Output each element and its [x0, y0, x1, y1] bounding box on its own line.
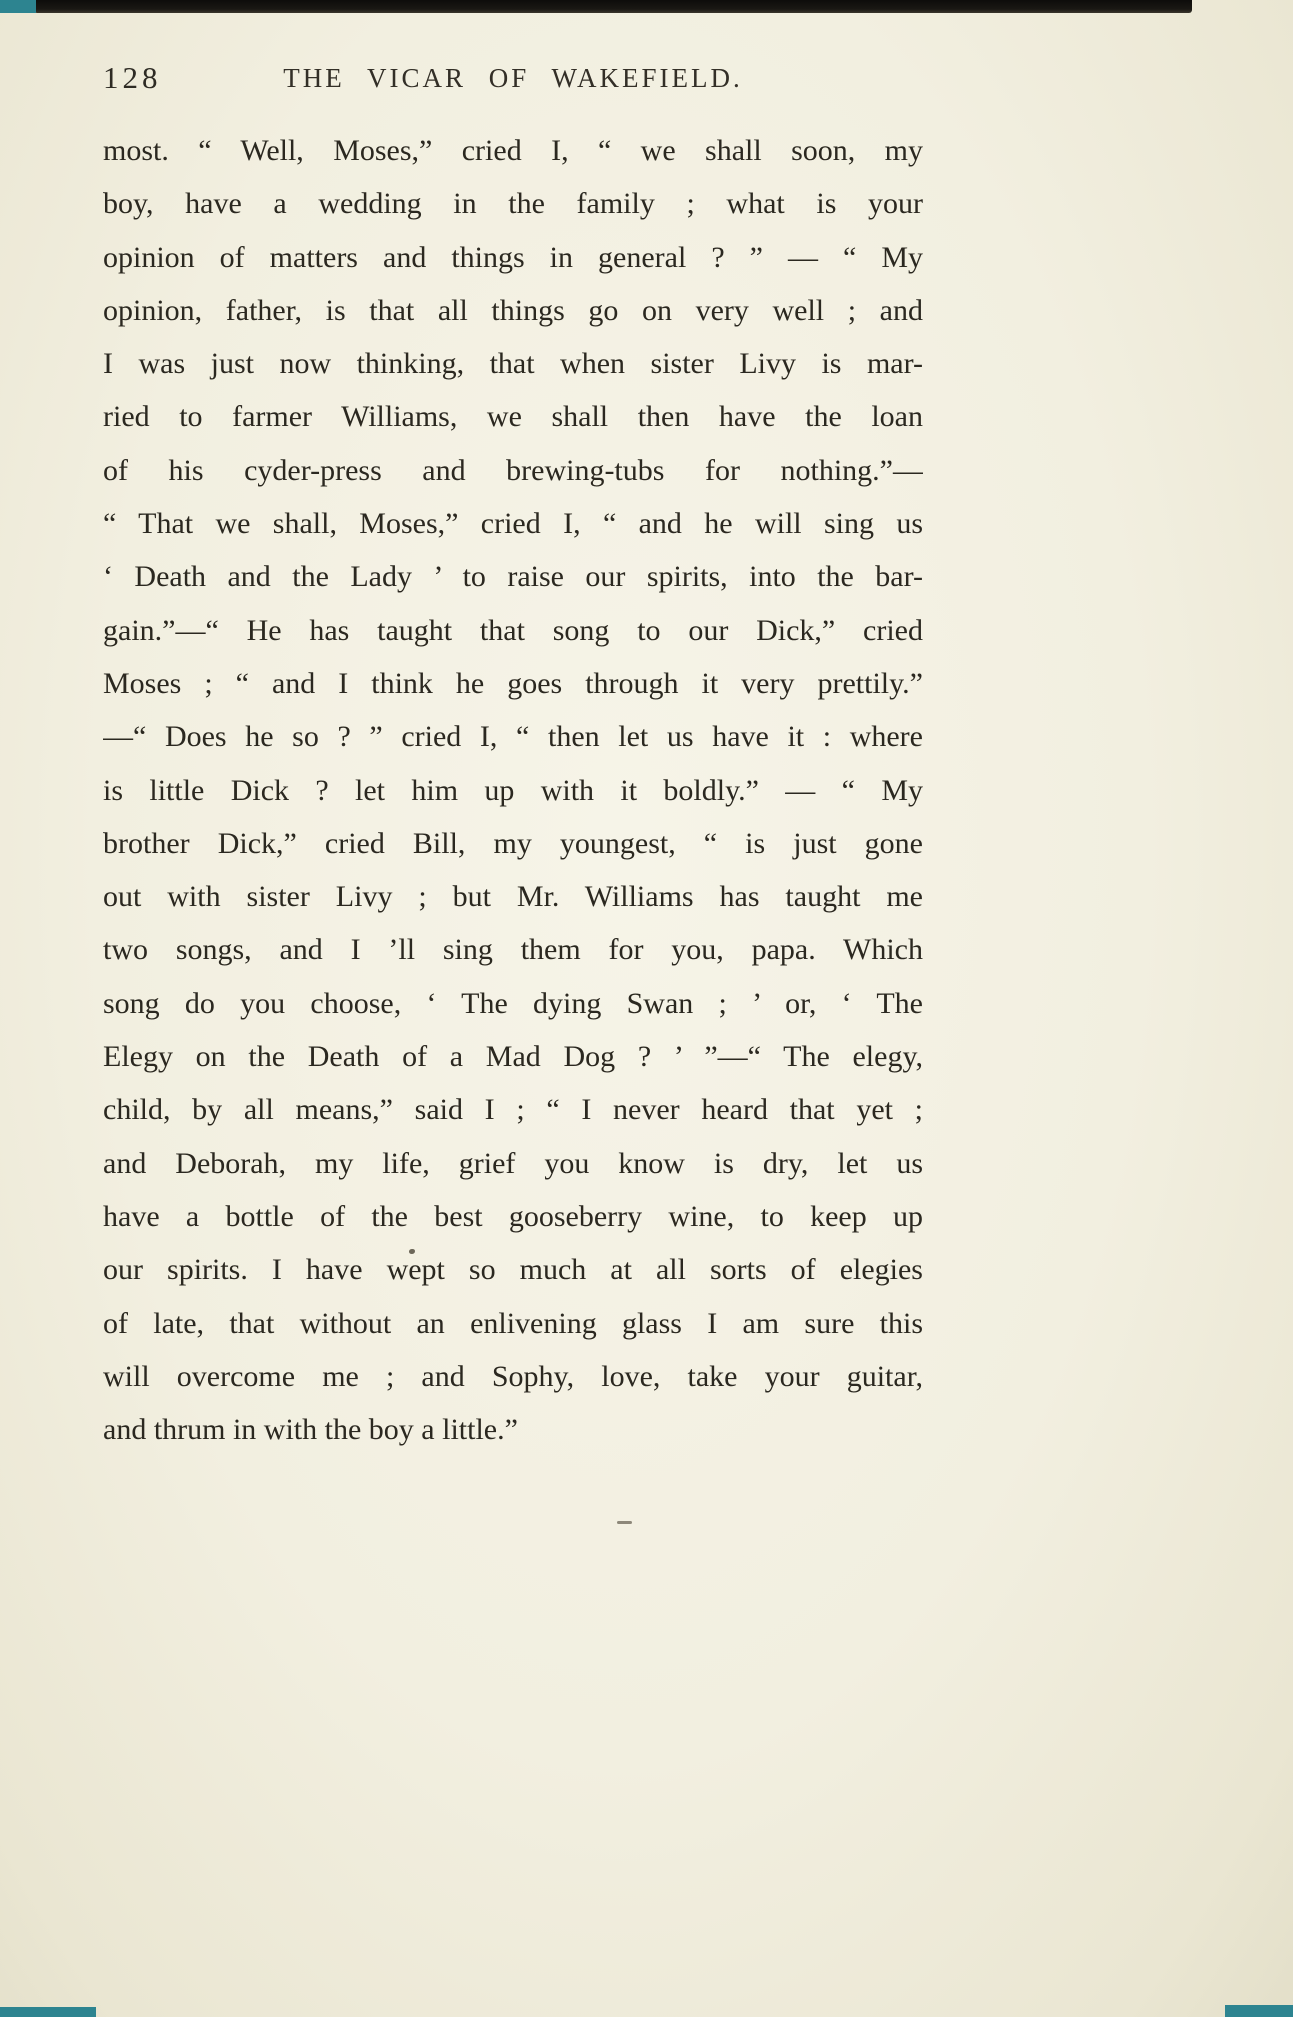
text-line: “ That we shall, Moses,” cried I, “ and he will sing us — [103, 507, 923, 541]
text-line: opinion, father, is that all things go on very well ; and — [103, 293, 923, 327]
text-line: have a bottle of the best gooseberry wine, to keep up — [103, 1199, 923, 1233]
text-line: I was just now thinking, that when sister Livy is mar- — [103, 347, 923, 381]
text-line: will overcome me ; and Sophy, love, take your guitar, — [103, 1359, 923, 1393]
text-line: brother Dick,” cried Bill, my youngest, “ is just gone — [103, 826, 923, 860]
text-line: most. “ Well, Moses,” cried I, “ we shall soon, my — [103, 134, 923, 167]
text-line: and Deborah, my life, grief you know is dry, let us — [103, 1146, 923, 1180]
text-line: of late, that without an enlivening glass I am sure this — [103, 1306, 923, 1340]
text-line: and thrum in with the boy a little.” — [103, 1413, 518, 1447]
text-line: our spirits. I have wept so much at all sorts of elegies — [103, 1253, 923, 1287]
text-line: two songs, and I ’ll sing them for you, papa. Which — [103, 933, 923, 967]
page-number: 128 — [103, 60, 162, 95]
text-line: Moses ; “ and I think he goes through it very prettily.” — [103, 666, 923, 700]
text-line: child, by all means,” said I ; “ I never heard that yet ; — [103, 1093, 923, 1127]
text-line: Elegy on the Death of a Mad Dog ? ’ ”—“ The elegy, — [103, 1040, 923, 1074]
text-line: is little Dick ? let him up with it boldly.” — “ My — [103, 773, 923, 807]
body-text — [103, 124, 923, 1456]
text-line: boy, have a wedding in the family ; what is your — [103, 187, 923, 221]
running-title: THE VICAR OF WAKEFIELD. — [283, 63, 743, 93]
text-line: song do you choose, ‘ The dying Swan ; ’ or, ‘ The — [103, 986, 923, 1020]
text-line: of his cyder-press and brewing-tubs for nothing.”— — [103, 453, 923, 487]
text-line: ried to farmer Williams, we shall then have the loan — [103, 400, 923, 434]
page-header — [103, 58, 923, 98]
text-line: —“ Does he so ? ” cried I, “ then let us have it : where — [103, 720, 923, 754]
text-line: opinion of matters and things in general ? ” — “ My — [103, 240, 923, 274]
text-line: ‘ Death and the Lady ’ to raise our spirits, into the bar- — [103, 560, 923, 594]
text-line: gain.”—“ He has taught that song to our Dick,” cried — [103, 613, 923, 647]
text-line: out with sister Livy ; but Mr. Williams has taught me — [103, 880, 923, 914]
